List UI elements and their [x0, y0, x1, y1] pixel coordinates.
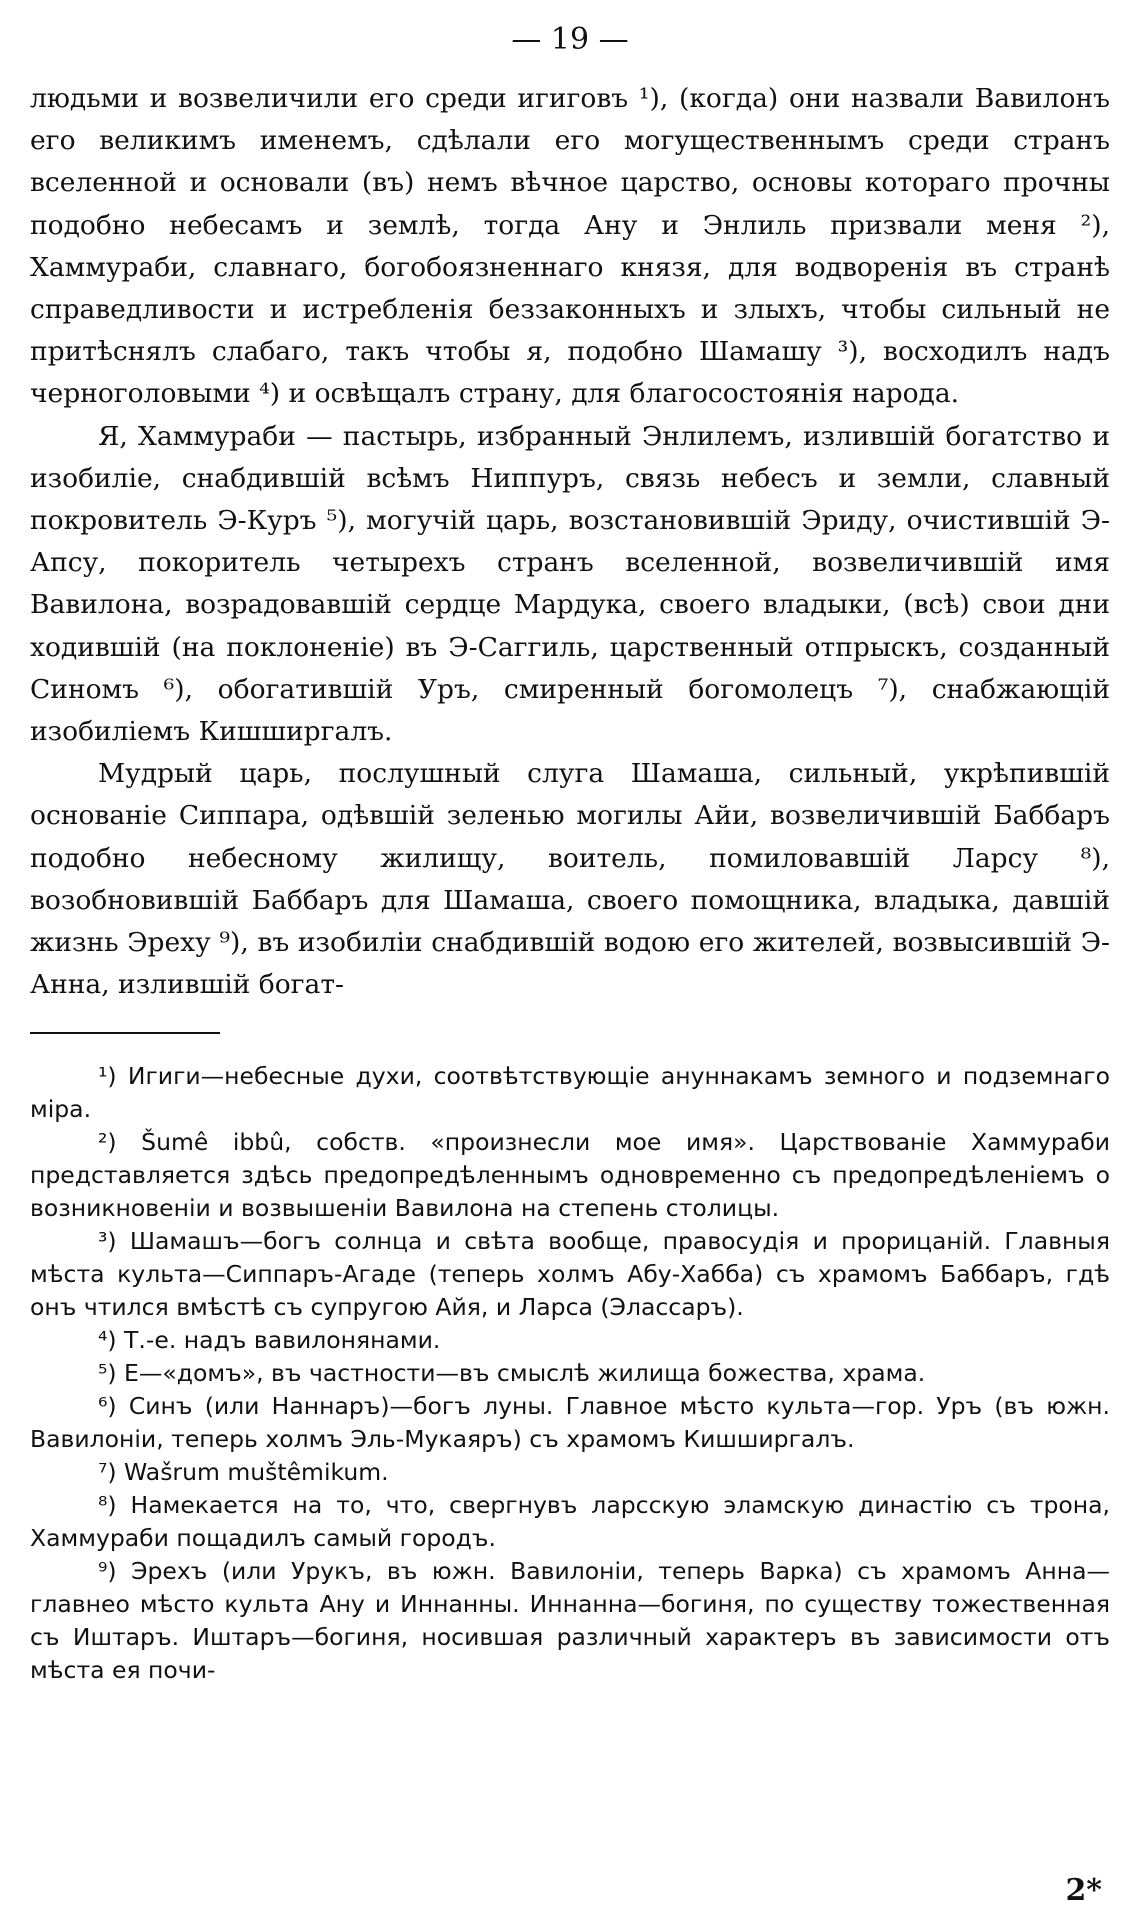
footnote-8: ⁸) Намекается на то, что, свергнувъ ларсскую эламскую династію съ трона, Хаммураби пощадилъ самый городъ. [30, 1491, 1110, 1553]
footnote-3: ³) Шамашъ—богъ солнца и свѣта вообще, правосудія и прорицаній. Главныя мѣста культа—Сиппаръ-Агаде (теперь холмъ Абу-Хабба) съ храмомъ Баббаръ, гдѣ онъ чтился вмѣстѣ съ супругою Айя, и Ларса (Эласcаръ). [30, 1227, 1110, 1322]
footnote-9: ⁹) Эрехъ (или Урукъ, въ южн. Вавилоніи, теперь Варка) съ храмомъ Анна—главнео мѣсто культа Ану и Иннанны. Иннанна—богиня, по существу тожественная съ Иштаръ. Иштаръ—богиня, носившая различный характеръ въ зависимости отъ мѣста ея почи- [30, 1557, 1110, 1685]
footnotes [30, 1060, 1110, 1687]
footnote-6: ⁶) Синъ (или Наннаръ)—богъ луны. Главное мѣсто культа—гор. Уръ (въ южн. Вавилоніи, теперь холмъ Эль-Мукаяръ) съ храмомъ Кишширгалъ. [30, 1392, 1110, 1454]
main-text [30, 78, 1110, 1006]
paragraph-2: Я, Хаммураби — пастырь, избранный Энлилемъ, изливш‍ій богатство и изобиліе, снабдивш‍ій всѣмъ Ниппуръ, связь небесъ и земли, славный покровитель Э-Куръ ⁵), могуч‍ій царь, возстановивш‍ій Эриду, очистивш‍ій Э-Апсу, покоритель четырехъ странъ вселенной, возвеличивш‍ій имя Вавилона, возрадовавш‍ій сердце Мардука, своего владыки, (всѣ) свои дни ходивш‍ій (на поклоненіе) въ Э-Саггиль, царственный отпрыскъ, созданный Синомъ ⁶), обогативш‍ій Уръ, смиренный богомолецъ ⁷), снабжающ‍ій изобиліемъ Кишширгалъ. [30, 420, 1110, 748]
footnote-2: ²) Šumê ibbû, собств. «произнесли мое имя». Царствованіе Хаммураби представляется здѣсь предопредѣленнымъ одновременно съ предопредѣленіемъ о возникновеніи и возвышеніи Вавилона на степень столицы. [30, 1128, 1110, 1223]
paragraph-1: людьми и возвеличили его среди игиговъ ¹), (когда) они назвали Вавилонъ его великимъ именемъ, сдѣлали его могущественнымъ среди странъ вселенной и основали (въ) немъ вѣчное царство, основы котораго прочны подобно небесамъ и землѣ, тогда Ану и Энлиль призвали меня ²), Хаммураби, славнаго, богобоязненнаго князя, для водворенія въ странѣ справедливости и истребленія беззаконныхъ и злыхъ, чтобы сильный не притѣснялъ слабаго, такъ чтобы я, подобно Шамашу ³), восходилъ надъ черноголовыми ⁴) и освѣщалъ страну, для благосостоянія народа. [30, 83, 1110, 410]
footnote-7: ⁷) Wašrum muštêmikum. [98, 1458, 389, 1487]
signature-mark: 2* [1065, 1873, 1102, 1908]
paragraph-3: Мудрый царь, послушный слуга Шамаша, сильный, укрѣпивш‍ій основаніе Сиппара, одѣвш‍ій зеленью могилы Айи, возвеличивш‍ій Баббаръ подобно небесному жилищу, воитель, помиловавш‍ій Ларсу ⁸), возобновивш‍ій Баббаръ для Шамаша, своего помощника, владыка, давш‍ій жизнь Эреху ⁹), въ изобиліи снабдивш‍ій водою его жителей, возвысивш‍ій Э-Анна, изливш‍ій богат- [30, 758, 1110, 1001]
footnote-separator [30, 1032, 220, 1034]
document-page [30, 18, 1110, 1908]
page-number: — 19 — [511, 22, 629, 57]
footnote-1: ¹) Игиги—небесные духи, соотвѣтствующіе ануннакамъ земного и подземнаго міра. [30, 1062, 1110, 1124]
footnote-5: ⁵) Е—«домъ», въ частности—въ смыслѣ жилища божества, храма. [98, 1359, 926, 1388]
footnote-4: ⁴) Т.-е. надъ вавилонянами. [98, 1326, 441, 1355]
